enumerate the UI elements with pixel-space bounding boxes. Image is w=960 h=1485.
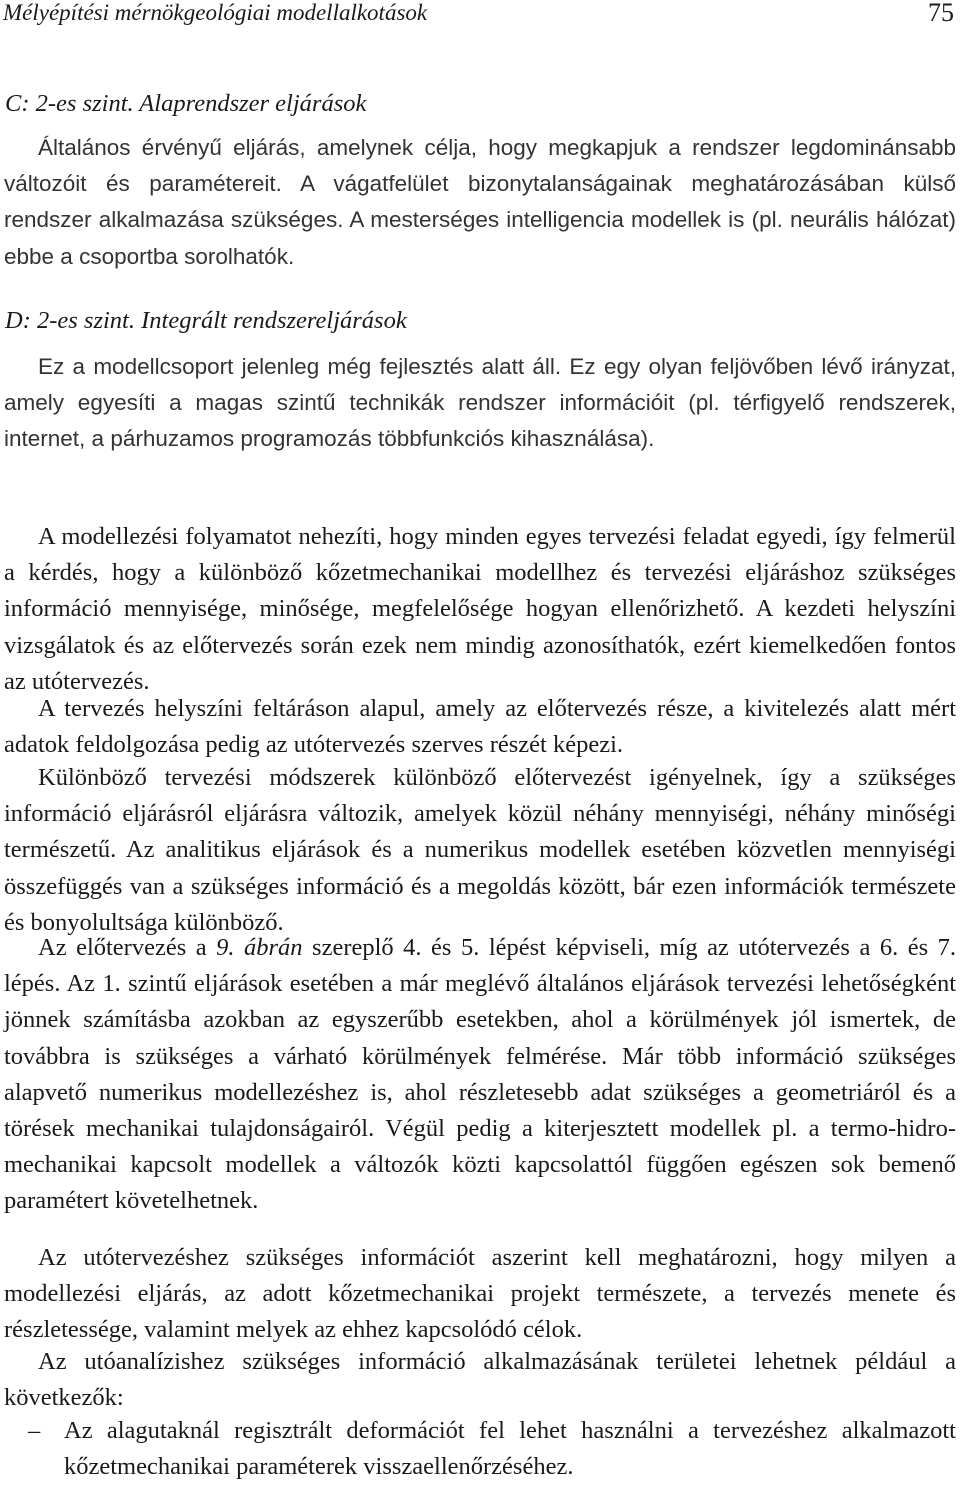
section-heading-d: D: 2-es szint. Integrált rendszereljárások <box>5 307 407 334</box>
paragraph-5: Az utótervezéshez szükséges információt aszerint kell meghatározni, hogy milyen a modellezési eljárás, az adott kőzetmechanikai projekt természete, a tervezés menete és részletessége, valamint melyek az ehhez kapcsolódó célok. <box>4 1244 956 1344</box>
list-dash: – <box>28 1417 41 1444</box>
running-header <box>0 0 960 36</box>
paragraph-6: Az utóanalízishez szükséges információ alkalmazásának területei lehetnek például a következők: <box>4 1348 956 1412</box>
paragraph-4-start: Az előtervezés a <box>38 934 217 961</box>
section-heading-c: C: 2-es szint. Alaprendszer eljárások <box>5 90 367 117</box>
section-body-d: Ez a modellcsoport jelenleg még fejlesztés alatt áll. Ez egy olyan feljövőben lévő irányzat, amely egyesíti a magas szintű technikák rendszer információit (pl. térfigyelő rendszerek, internet, a párhuzamos programozás többfunkciós kihasználása). <box>4 354 956 452</box>
paragraph-2: A tervezés helyszíni feltáráson alapul, amely az előtervezés része, a kivitelezés alatt mért adatok feldolgozása pedig az utótervezés szerves részét képezi. <box>4 695 956 759</box>
list-item-text: Az alagutaknál regisztrált deformációt fel lehet használni a tervezéshez alkalmazott kőzetmechanikai paraméterek visszaellenőrzéséhez. <box>64 1417 956 1481</box>
paragraph-4 <box>4 930 956 1220</box>
paragraph-3: Különböző tervezési módszerek különböző előtervezést igényelnek, így a szükséges információ eljárásról eljárásra változik, amelyek közül néhány mennyiségi, néhány minőségi természetű. Az analitikus eljárások és a numerikus modellek esetében közvetlen mennyiségi összefüggés van a szükséges információ és a megoldás között, bár ezen információk természete és bonyolultsága különböző. <box>4 764 956 936</box>
paragraph-1: A modellezési folyamatot nehezíti, hogy minden egyes tervezési feladat egyedi, így felmerül a kérdés, hogy a különböző kőzetmechanikai modellhez és tervezési eljáráshoz szükséges információ mennyisége, minősége, megfelelősége hogyan ellenőrizhető. A kezdeti helyszíni vizsgálatok és az előtervezés során ezek nem mindig azonosíthatók, ezért kiemelkedően fontos az utótervezés. <box>4 523 956 695</box>
paragraph-4-rest: szereplő 4. és 5. lépést képviseli, míg az utótervezés a 6. és 7. lépés. Az 1. szintű eljárások esetében a már meglévő általános eljárások tervezési lehetőségként jönnek számításba azokban az egyszerűbb esetekben, ahol a körülmények jól ismertek, de továbbra is szükséges a várható körülmények felmérése. Már több információ szükséges alapvető numerikus modellezéshez is, ahol részletesebb adat szükséges a geometriáról és a törések mechanikai tulajdonságairól. Végül pedig a kiterjesztett modellek pl. a termo-hidro-mechanikai kapcsolt modellek a változók közti kapcsolattól függően egészen sok bemenő paramétert követelhetnek. <box>4 934 956 1215</box>
list-item <box>4 1413 956 1485</box>
figure-reference: 9. ábrán <box>216 934 303 961</box>
page-number: 75 <box>928 0 954 27</box>
running-title: Mélyépítési mérnökgeológiai modellalkotások <box>3 0 428 25</box>
section-body-c: Általános érvényű eljárás, amelynek célja, hogy megkapjuk a rendszer legdominánsabb változóit és paramétereit. A vágatfelület bizonytalanságainak meghatározásában külső rendszer alkalmazása szükséges. A mesterséges intelligencia modellek is (pl. neurális hálózat) ebbe a csoportba sorolhatók. <box>4 135 956 269</box>
